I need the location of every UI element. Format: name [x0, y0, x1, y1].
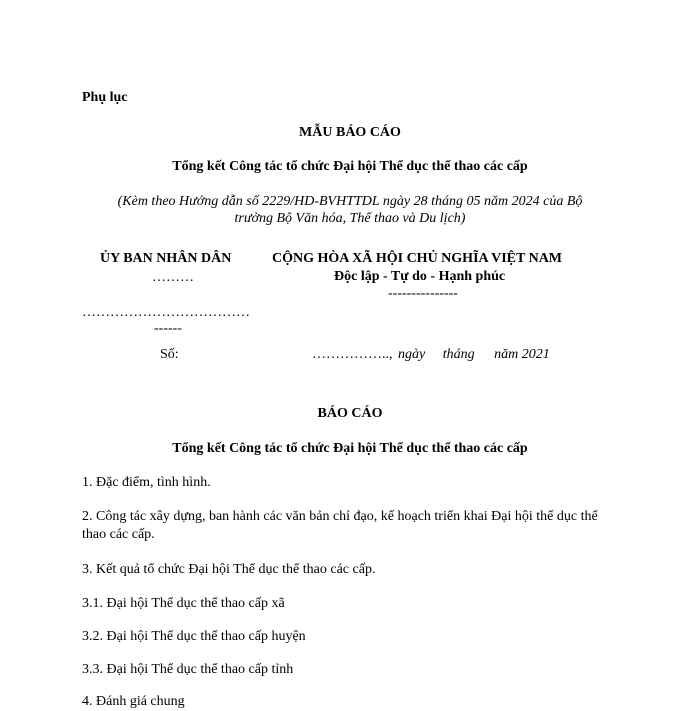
section-3-2: 3.2. Đại hội Thể dục thể thao cấp huyện — [82, 629, 306, 644]
section-3: 3. Kết quả tổ chức Đại hội Thể dục thể thao các cấp. — [82, 562, 376, 577]
appendix-label: Phụ lục — [82, 90, 128, 105]
reference-line-1: (Kèm theo Hướng dẫn số 2229/HD-BVHTTDL ngày 28 tháng 05 năm 2024 của Bộ — [117, 194, 583, 209]
report-title: BÁO CÁO — [317, 406, 383, 421]
motto-underline: --------------- — [388, 286, 458, 301]
agency-dots: ……… — [152, 270, 194, 285]
date-month: tháng — [442, 347, 475, 362]
national-motto: Độc lập - Tự do - Hạnh phúc — [334, 269, 506, 284]
form-title: MẪU BÁO CÁO — [299, 125, 401, 140]
date-place-dots: …………….., — [312, 347, 393, 362]
section-2: 2. Công tác xây dựng, ban hành các văn bản chỉ đạo, kế hoạch triển khai Đại hội thể dục thể thao các cấp. — [82, 509, 598, 542]
form-subtitle: Tổng kết Công tác tổ chức Đại hội Thể dục thể thao các cấp — [172, 159, 528, 174]
section-4: 4. Đánh giá chung — [82, 694, 185, 709]
section-3-3: 3.3. Đại hội Thể dục thể thao cấp tỉnh — [82, 662, 294, 677]
agency-name: ỦY BAN NHÂN DÂN — [100, 251, 232, 266]
nation-name: CỘNG HÒA XÃ HỘI CHỦ NGHĨA VIỆT NAM — [272, 251, 563, 266]
date-year: năm 2021 — [494, 347, 550, 362]
sub-agency-dots: ……………………………… — [82, 305, 250, 320]
report-subtitle: Tổng kết Công tác tổ chức Đại hội Thể dục thể thao các cấp — [172, 441, 528, 456]
section-1: 1. Đặc điểm, tình hình. — [82, 475, 211, 490]
number-label: Số: — [160, 347, 179, 362]
date-line — [312, 346, 550, 364]
agency-underline: ------ — [154, 321, 182, 336]
section-3-1: 3.1. Đại hội Thể dục thể thao cấp xã — [82, 596, 285, 611]
reference-line-2: trưởng Bộ Văn hóa, Thể thao và Du lịch) — [234, 211, 466, 226]
date-day: ngày — [398, 347, 426, 362]
